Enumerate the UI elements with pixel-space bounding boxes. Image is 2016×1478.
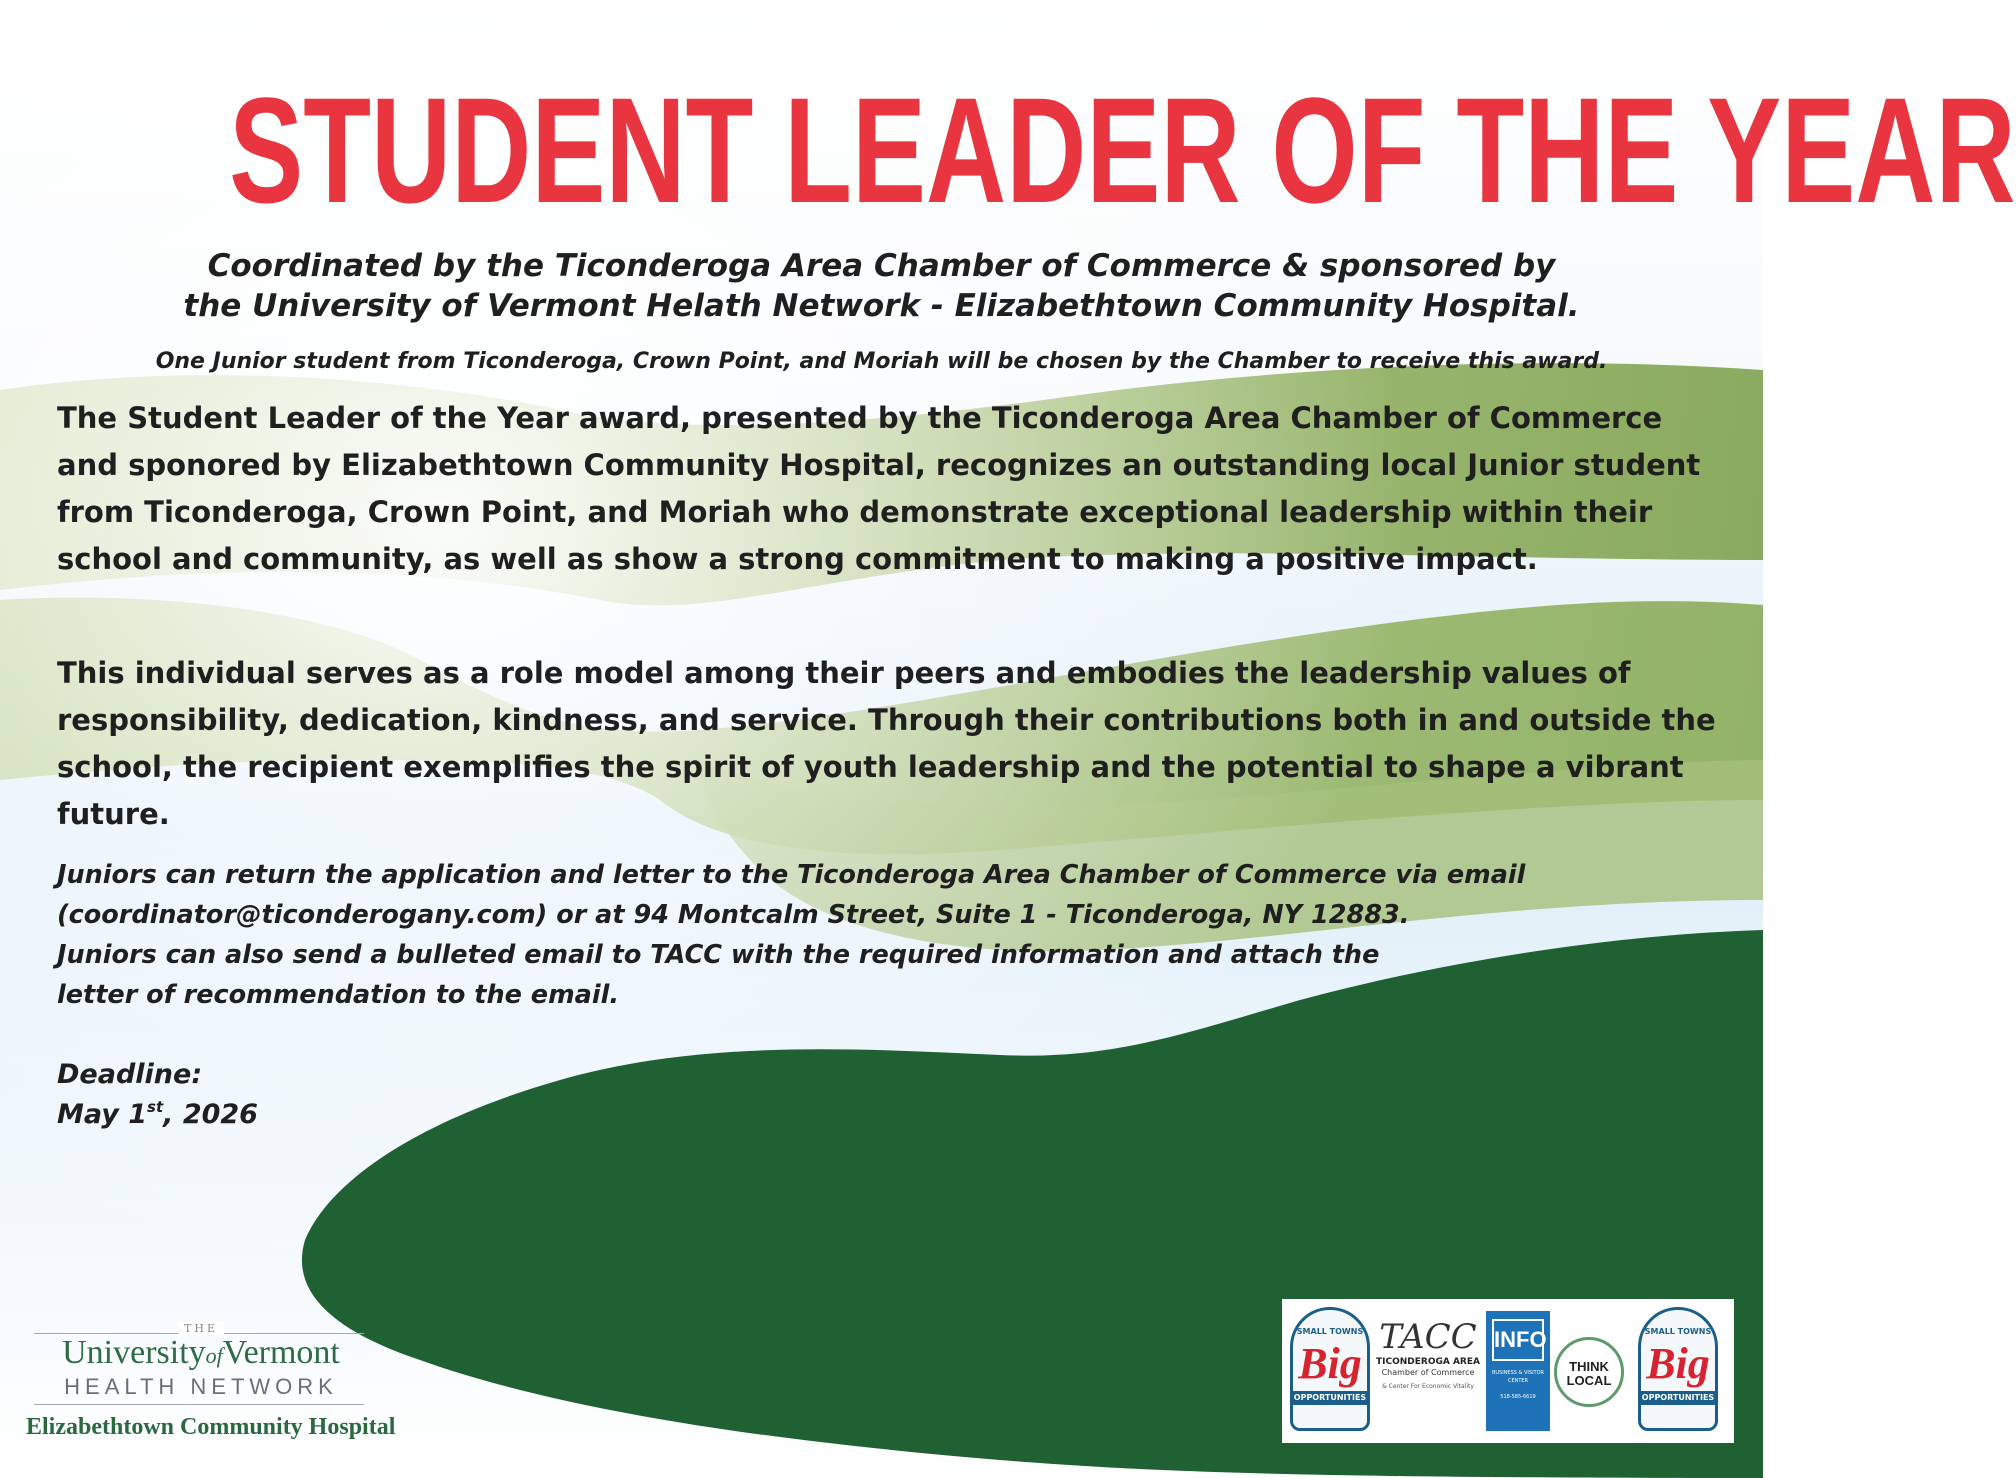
subtitle-line-1: Coordinated by the Ticonderoga Area Chamber of Commerce & sponsored by [207,248,1556,284]
submission-instructions [57,855,1657,1015]
badge-big-text: Big [1298,1339,1362,1388]
deadline-date [57,1095,258,1135]
badge-big-text: Big [1646,1339,1710,1388]
small-towns-big-opportunities-logo-right [1634,1307,1722,1435]
tacc-mark: TACC [1379,1317,1477,1357]
logo-the-text: THE [178,1322,224,1335]
uvm-health-network-logo [26,1322,396,1452]
logo-name-of: of [205,1343,223,1368]
badge-top-text: SMALL TOWNS [1296,1327,1364,1336]
deadline-date-prefix: May 1 [57,1099,148,1130]
sponsor-logo-strip [1282,1299,1734,1443]
award-description: The Student Leader of the Year award, presented by the Ticonderoga Area Chamber of Commerce and sponored by Elizabethtown Community Hospital, recognizes an outstanding local Junior student from Ticonderoga, Crown Point, and Moriah who demonstrate exceptional leadership within their school and community, as well as show a strong commitment to making a positive impact. [57,401,1701,576]
recipient-description: This individual serves as a role model among their peers and embodies the leadership values of responsibility, dedication, kindness, and service. Through their contributions both in and outside the school, the recipient exemplifies the spirit of youth leadership and the potential to shape a vibrant future. [57,656,1716,831]
deadline-label: Deadline: [57,1059,203,1090]
badge-bottom-text: OPPORTUNITIES [1292,1391,1368,1405]
logo-rule-bottom [34,1404,364,1405]
badge-top-text: SMALL TOWNS [1644,1327,1712,1336]
badge-bottom-text: OPPORTUNITIES [1640,1391,1716,1405]
logo-name-b: Vermont [222,1334,340,1371]
think-local-text: THINK LOCAL [1566,1359,1612,1388]
tacc-name-1: TICONDEROGA AREA [1376,1357,1480,1367]
deadline [57,1055,258,1135]
deadline-date-suffix: , 2026 [163,1099,258,1130]
think-local-logo [1554,1337,1624,1407]
instructions-line-1: Juniors can return the application and letter to the Ticonderoga Area Chamber of Commerce via email [57,860,1526,890]
info-sub: BUSINESS & VISITOR CENTER [1491,1370,1545,1384]
info-label: INFO [1492,1319,1544,1361]
selection-note: One Junior student from Ticonderoga, Crown Point, and Moriah will be chosen by the Chamber to receive this award. [155,349,1608,374]
tacc-logo [1374,1317,1482,1427]
info-center-logo [1486,1311,1550,1431]
logo-hospital-name: Elizabethtown Community Hospital [26,1414,396,1440]
small-towns-big-opportunities-logo-left [1286,1307,1374,1435]
instructions-line-3: Juniors can also send a bulleted email to TACC with the required information and attach the [57,940,1380,970]
logo-name-a: University [62,1334,206,1371]
logo-university-name [26,1334,376,1372]
subtitle-line-2: the University of Vermont Helath Network - Elizabethtown Community Hospital. [183,288,1580,324]
tacc-name-2: Chamber of Commerce [1381,1368,1475,1377]
page-title: STUDENT LEADER OF THE YEAR [229,66,2016,234]
instructions-line-4: letter of recommendation to the email. [57,980,620,1010]
logo-health-network: HEALTH NETWORK [64,1374,338,1399]
deadline-date-sup: st [147,1098,164,1116]
instructions-line-2: (coordinator@ticonderogany.com) or at 94 Montcalm Street, Suite 1 - Ticonderoga, NY 12883. [57,900,1410,930]
tacc-tagline: & Center For Economic Vitality [1382,1383,1474,1390]
info-phone: 518-585-6619 [1500,1394,1536,1400]
subtitle [0,246,1763,326]
